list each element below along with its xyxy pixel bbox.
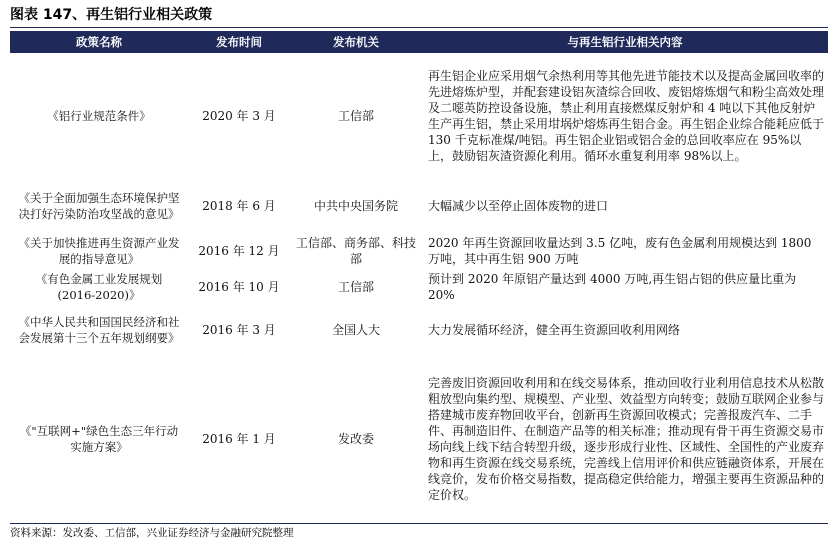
release-date: 2020 年 3 月	[202, 109, 276, 123]
related-content: 再生铝企业应采用烟气余热利用等其他先进节能技术以及提高金属回收率的先进熔炼炉型，并配套建设铝灰渣综合回收、废铝熔炼烟气和粉尘高效处理及二噁英防控设备设施，禁止利用直接燃煤反射炉和 4 吨以下其他反射炉生产再生铝，禁止采用坩埚炉熔炼再生铝合金。再生铝企业综合能耗应低于 130 千克标准煤/吨铝。再生铝企业铝或铝合金的总回收率应在 95%以上，鼓励铝灰渣资源化利用。循环水重复利用率 98%以上。	[428, 69, 825, 163]
table-header-row	[10, 31, 828, 53]
related-content: 预计到 2020 年原铝产量达到 4000 万吨,再生铝占铝的供应量比重为 20%	[428, 272, 797, 302]
source-note: 资料来源：发改委、工信部，兴业证券经济与金融研究院整理	[10, 527, 294, 539]
figure-title: 图表 147、再生铝行业相关政策	[10, 7, 213, 23]
table-row	[10, 269, 828, 305]
table-row	[10, 233, 828, 269]
release-agency: 工信部、商务部、科技部	[296, 236, 417, 266]
release-date: 2016 年 1 月	[188, 355, 290, 523]
policy-name: 《铝行业规范条件》	[47, 109, 151, 123]
header-policy-name: 政策名称	[10, 31, 188, 53]
release-date: 2016 年 12 月	[198, 244, 280, 258]
release-date: 2016 年 10 月	[198, 280, 280, 294]
related-content: 2020 年再生资源回收量达到 3.5 亿吨，废有色金属利用规模达到 1800 万吨，其中再生铝 900 万吨	[428, 236, 812, 266]
policy-name: 《"互联网+"绿色生态三年行动实施方案》	[10, 355, 188, 523]
title-divider	[10, 27, 828, 28]
header-release-date: 发布时间	[188, 31, 290, 53]
related-content: 完善废旧资源回收利用和在线交易体系，推动回收行业利用信息技术从松散粗放型向集约型、规模型、产业型、效益型方向转变；鼓励互联网企业参与搭建城市废弃物回收平台，创新再生资源回收模式；完善报废汽车、二手件、再制造旧件、在制造产品等的相关标准；推动现有骨干再生资源交易市场向线上线下结合转型升级，逐步形成行业性、区域性、全国性的产业废弃物和再生资源在线交易系统，完善线上信用评价和供应链融资体系，开展在线竞价，发布价格交易指数，提高稳定供给能力，增强主要再生资源品种的定价权。	[422, 355, 828, 523]
related-content: 大力发展循环经济，健全再生资源回收利用网络	[428, 323, 681, 337]
policy-name: 《有色金属工业发展规划 (2016-2020)》	[35, 272, 163, 302]
policy-name: 《关于全面加强生态环境保护坚决打好污染防治攻坚战的意见》	[18, 191, 180, 221]
table-row	[10, 305, 828, 355]
release-agency: 全国人大	[331, 323, 380, 337]
header-related-content: 与再生铝行业相关内容	[422, 31, 828, 53]
release-date: 2018 年 6 月	[202, 199, 276, 213]
table-row	[10, 53, 828, 179]
release-agency: 工信部	[337, 109, 374, 123]
policy-table	[10, 31, 828, 524]
release-agency: 中共中央国务院	[313, 199, 398, 213]
header-release-agency: 发布机关	[290, 31, 422, 53]
release-agency: 工信部	[337, 280, 374, 294]
table-row	[10, 355, 828, 523]
policy-name: 《中华人民共和国国民经济和社会发展第十三个五年规划纲要》	[18, 315, 180, 345]
policy-name: 《关于加快推进再生资源产业发展的指导意见》	[18, 236, 180, 266]
related-content: 大幅减少以至停止固体废物的进口	[428, 199, 609, 213]
table-row	[10, 179, 828, 233]
release-agency: 发改委	[290, 355, 422, 523]
release-date: 2016 年 3 月	[202, 323, 276, 337]
